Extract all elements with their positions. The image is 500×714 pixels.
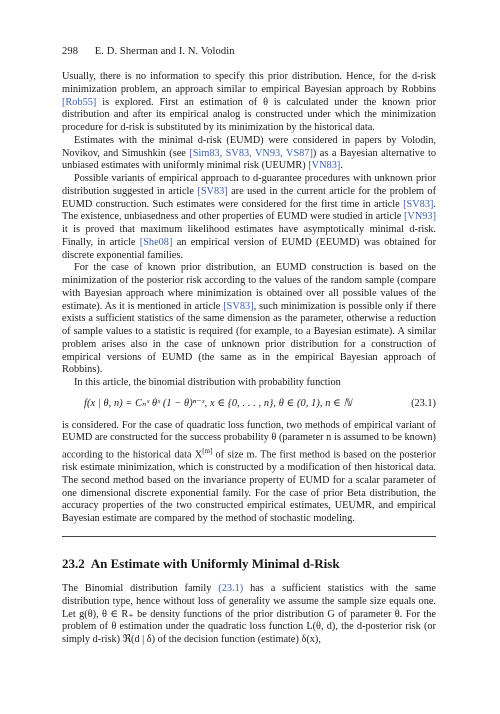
section-paragraph xyxy=(62,583,436,647)
citation-link[interactable]: [VN83] xyxy=(308,160,341,172)
equation-body: f(x | θ, n) = Cₙˣ θˣ (1 − θ)ⁿ⁻ˣ, x ∈ {0, . . . , n}, θ ∈ (0, 1), n ∈ ℕ xyxy=(84,397,352,409)
citation-link[interactable]: [Rob55] xyxy=(62,96,97,108)
section-heading xyxy=(62,556,340,572)
equation-number: (23.1) xyxy=(411,397,436,409)
paragraph-after-equation xyxy=(62,420,436,526)
citation-link[interactable]: [SV83] xyxy=(403,198,434,210)
citation-link[interactable]: [Sim83, SV83, VN93, VS87] xyxy=(189,147,313,159)
section-body xyxy=(62,583,436,647)
citation-link[interactable]: [SV83] xyxy=(223,300,254,312)
text-run: For the case of known prior distribution, an EUMD construction is based on the minimization of the posterior risk according to the values of the random sample (compare with Bayesian approach where minimization is obtained over all possible values of the estimate). As it is mentioned in article xyxy=(62,262,436,312)
page-number: 298 xyxy=(62,46,79,57)
text-run: is explored. First an estimation of θ is calculated under the known prior distribution and after its empirical analog is constructed under which the minimization procedure for d-risk is substituted by its minimization by the historical data. xyxy=(62,96,436,133)
text-run: of size m. The first method is based on the posterior risk estimate minimization, which is constructed by a modification of then historical data. The second method based on the invariance property of EUMD for a scalar parameter of one dimensional discrete exponential family. For the case of prior Beta distribution, the accuracy properties of the two constructed empirical estimates, UEUMR, and empirical Bayesian estimate are compared by the method of stochastic modeling. xyxy=(62,449,436,525)
body-text xyxy=(62,71,436,526)
citation-link[interactable]: [VN93] xyxy=(403,211,436,223)
text-run: has a sufficient statistics with the same distribution type, hence without loss of generality we assume the sample size equals one. Let g(θ), θ ∈ R₊ be density functions of the prior distribution G of parameter θ. For the problem of θ estimation under the quadratic loss function L(θ, d), the d-posterior risk (or simply d-risk) ℜ(d | δ) of the decision function (estimate) δ(x), xyxy=(62,583,436,645)
text-run: Possible variants of empirical approach to d-guarantee procedures with unknown prior distribution suggested in article xyxy=(62,173,436,197)
text-run: , such minimization is possible only if there exists a sufficient statistics of the same dimension as the parameter, otherwise a reduction of sample values to a statistic is required (for example, to a Bayesian estimate). A similar problem arises also in the case of unknown prior distribution for a construction of empirical versions of EUMD (the same as in the empirical Bayesian approach of Robbins). xyxy=(62,300,436,376)
text-run: In this article, the binomial distribution with probability function xyxy=(74,377,341,388)
text-run: . xyxy=(340,160,343,172)
text-run: it is proved that maximum likelihood estimates have asymptotically minimal d-risk. Finally, in article xyxy=(62,224,436,248)
superscript: [m] xyxy=(202,447,213,455)
section-title: An Estimate with Uniformly Minimal d-Risk xyxy=(90,556,340,571)
text-run: . The existence, unbiasedness and other properties of EUMD were studied in article xyxy=(62,198,436,223)
text-run: The Binomial distribution family xyxy=(62,583,219,594)
paragraph xyxy=(62,71,436,135)
section-number: 23.2 xyxy=(62,556,85,571)
paragraph xyxy=(62,173,436,262)
citation-link[interactable]: [SV83] xyxy=(197,185,228,197)
paragraph xyxy=(62,135,436,173)
author-line: E. D. Sherman and I. N. Volodin xyxy=(94,46,235,57)
paragraph xyxy=(62,262,436,377)
text-run: Estimates with the minimal d-risk (EUMD) were considered in papers by Volodin, Novikov, and Simushkin (see xyxy=(62,134,436,159)
text-run: an empirical version of EUMD (EEUMD) was obtained for discrete exponential families. xyxy=(62,236,436,261)
section-divider xyxy=(62,536,436,537)
paragraph xyxy=(62,377,436,390)
running-head xyxy=(62,46,235,57)
text-run: is considered. For the case of quadratic loss function, two methods of empirical variant of EUMD are constructed for the success probability θ (parameter n is assumed to be known) according to the historical data X xyxy=(62,419,436,461)
citation-link[interactable]: (23.1) xyxy=(218,583,244,594)
text-run: Usually, there is no information to specify this prior distribution. Hence, for the d-risk minimization problem, an approach similar to empirical Bayesian approach by Robbins xyxy=(62,71,436,95)
intro-paragraphs xyxy=(62,71,436,390)
equation-23-1 xyxy=(62,398,436,411)
text-run: are used in the current article for the problem of EUMD construction. Such estimates were considered for the first time in article xyxy=(62,185,436,210)
text-run: ) as a Bayesian alternative to unbiased estimates with uniformly minimal risk (UEUMR) xyxy=(62,147,437,172)
citation-link[interactable]: [She08] xyxy=(139,236,173,248)
